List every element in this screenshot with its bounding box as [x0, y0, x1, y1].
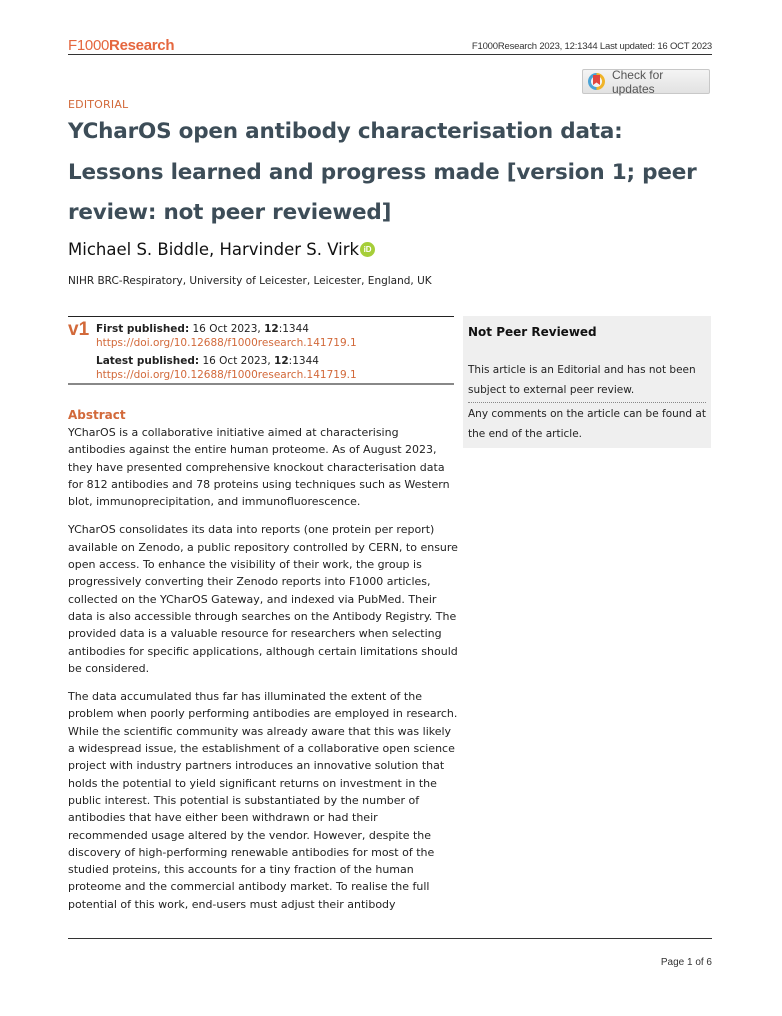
first-published-article-number: :1344	[278, 323, 309, 335]
first-published-date: 16 Oct 2023,	[192, 323, 261, 335]
page-number: Page 1 of 6	[660, 957, 712, 968]
version-badge: v1	[68, 319, 90, 340]
article-version-status: [version 1; peer review: not peer reviewed]	[68, 159, 697, 225]
first-published-volume: 12	[264, 323, 279, 335]
footer-divider	[68, 938, 712, 939]
review-comments-note: Any comments on the article can be found at the end of the article.	[468, 408, 706, 440]
review-status-title: Not Peer Reviewed	[468, 325, 597, 339]
publication-info	[68, 316, 454, 385]
article-title-text: YCharOS open antibody characterisation data: Lessons learned and progress made	[68, 119, 623, 185]
check-for-updates-button[interactable]	[582, 69, 710, 94]
latest-published-doi-link[interactable]: https://doi.org/10.12688/f1000research.141719.1	[96, 369, 357, 381]
author-affiliation: NIHR BRC-Respiratory, University of Leicester, Leicester, England, UK	[68, 275, 432, 287]
f1000research-logo[interactable]	[68, 38, 174, 54]
abstract-body	[68, 424, 458, 924]
review-status-text	[468, 360, 708, 444]
latest-published-line	[96, 354, 357, 368]
logo-suffix: Research	[109, 37, 175, 54]
first-published-label: First published:	[96, 323, 190, 335]
author-list	[68, 240, 375, 259]
first-published-doi-link[interactable]: https://doi.org/10.12688/f1000research.141719.1	[96, 337, 357, 349]
orcid-icon[interactable]: iD	[360, 242, 375, 257]
abstract-heading: Abstract	[68, 408, 126, 422]
review-divider	[468, 402, 706, 403]
page-header	[68, 38, 712, 55]
check-for-updates-label: Check for updates	[611, 67, 664, 96]
logo-prefix: F1000	[68, 37, 110, 54]
latest-published-article-number: :1344	[288, 355, 319, 367]
crossmark-icon	[588, 73, 605, 90]
latest-published-date: 16 Oct 2023,	[202, 355, 271, 367]
latest-published-label: Latest published:	[96, 355, 200, 367]
publication-dates	[96, 322, 357, 382]
review-status-note: This article is an Editorial and has not been subject to external peer review.	[468, 364, 696, 396]
article-type-label: EDITORIAL	[68, 98, 129, 111]
peer-review-status-box	[463, 316, 711, 448]
header-citation-meta: F1000Research 2023, 12:1344 Last updated: 16 OCT 2023	[471, 41, 712, 52]
abstract-paragraph: YCharOS is a collaborative initiative aimed at characterising antibodies against the entire human proteome. As of August 2023, they have presented comprehensive knockout characterisation data for 812 antibodies and 78 proteins using techniques such as Western blot, immunoprecipitation, and immunofluorescence.	[68, 426, 450, 509]
abstract-paragraph: YCharOS consolidates its data into reports (one protein per report) available on Zenodo, a public repository controlled by CERN, to ensure open access. To enhance the visibility of their work, the group is progressively converting their Zenodo reports into F1000 articles, collected on the YCharOS Gateway, and indexed via PubMed. Their data is also accessible through searches on the Antibody Registry. The provided data is a valuable resource for researchers when selecting antibodies for specific applications, although certain limitations should be considered.	[68, 523, 458, 675]
authors-text[interactable]: Michael S. Biddle, Harvinder S. Virk	[68, 240, 360, 259]
abstract-paragraph: The data accumulated thus far has illuminated the extent of the problem when poorly performing antibodies are employed in research. While the scientific community was already aware that this was likely a widespread issue, the establishment of a collaborative open science project with industry partners introduces an innovative solution that holds the potential to yield significant returns on investment in the public interest. This potential is substantiated by the number of antibodies that have either been withdrawn or had their recommended usage altered by the vendor. However, despite the discovery of high-performing renewable antibodies for most of the studied proteins, this accounts for a tiny fraction of the human proteome and the commercial antibody market. To realise the full potential of this work, end-users must adjust their antibody	[68, 690, 458, 911]
article-title	[68, 112, 718, 234]
latest-published-volume: 12	[274, 355, 289, 367]
first-published-line	[96, 322, 357, 336]
